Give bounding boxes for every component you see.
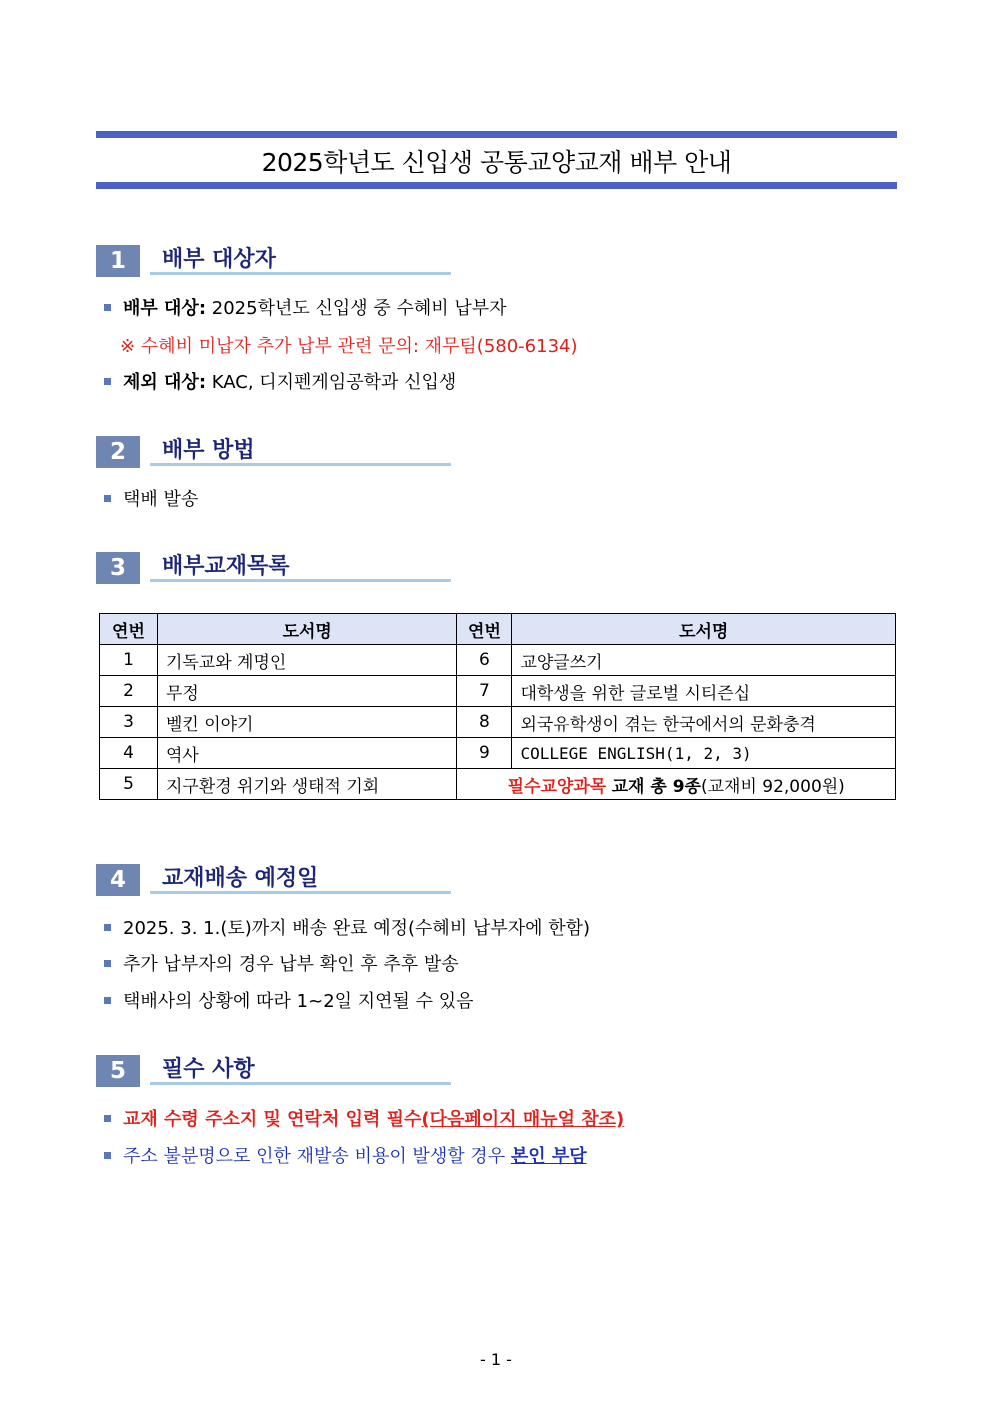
page-number: - 1 - (480, 1350, 512, 1369)
required-input-text: 교재 수령 주소지 및 연락처 입력 필수 (123, 1109, 422, 1130)
header-no: 연번 (457, 614, 512, 645)
section-number: 1 (96, 245, 140, 277)
book-no: 9 (457, 738, 512, 769)
section-number: 4 (96, 864, 140, 896)
header-no: 연번 (100, 614, 158, 645)
book-title: 역사 (157, 738, 457, 769)
table-row (100, 676, 896, 707)
list-item (104, 1108, 624, 1132)
book-title: 대학생을 위한 글로벌 시티즌십 (512, 676, 896, 707)
list-item (104, 953, 459, 977)
book-title: COLLEGE ENGLISH(1, 2, 3) (512, 738, 896, 769)
summary-cell (457, 769, 896, 800)
target-text: 2025학년도 신입생 중 수혜비 납부자 (211, 298, 507, 319)
list-item (104, 1145, 587, 1169)
table-row (100, 707, 896, 738)
self-pay-emphasis: 본인 부담 (510, 1146, 587, 1167)
book-no: 1 (100, 645, 158, 676)
book-title: 교양글쓰기 (512, 645, 896, 676)
bullet-square-icon (104, 924, 111, 931)
book-title: 무정 (157, 676, 457, 707)
bullet-square-icon (104, 1115, 111, 1122)
delivery-item: 추가 납부자의 경우 납부 확인 후 추후 발송 (123, 954, 459, 975)
book-no: 3 (100, 707, 158, 738)
list-item (104, 488, 198, 512)
bullet-square-icon (104, 997, 111, 1004)
section-title: 배부 대상자 (150, 245, 451, 275)
section-title: 배부교재목록 (150, 552, 451, 582)
bullet-square-icon (104, 378, 111, 385)
section-title: 교재배송 예정일 (150, 864, 451, 894)
table-row (100, 769, 896, 800)
header-title: 도서명 (157, 614, 457, 645)
bullet-square-icon (104, 1152, 111, 1159)
book-title: 지구환경 위기와 생태적 기회 (157, 769, 457, 800)
section-title: 필수 사항 (150, 1055, 451, 1085)
bullet-square-icon (104, 495, 111, 502)
title-top-bar (96, 131, 897, 138)
header-title: 도서명 (512, 614, 896, 645)
summary-count: 교재 총 9종 (611, 776, 701, 797)
delivery-item: 택배사의 상황에 따라 1~2일 지연될 수 있음 (123, 991, 474, 1012)
book-title: 기독교와 계명인 (157, 645, 457, 676)
book-no: 4 (100, 738, 158, 769)
book-title: 외국유학생이 겪는 한국에서의 문화충격 (512, 707, 896, 738)
section-number: 5 (96, 1055, 140, 1087)
section-number: 3 (96, 552, 140, 584)
list-item (104, 297, 507, 321)
list-item (104, 371, 456, 395)
book-no: 5 (100, 769, 158, 800)
list-item (104, 990, 474, 1014)
book-list-table (99, 613, 896, 800)
target-label: 배부 대상: (123, 298, 207, 319)
bullet-square-icon (104, 960, 111, 967)
method-text: 택배 발송 (123, 489, 199, 510)
summary-cost: (교재비 92,000원) (700, 776, 845, 797)
title-bottom-bar (96, 182, 897, 189)
page-title: 2025학년도 신입생 공통교양교재 배부 안내 (261, 148, 732, 177)
reshipping-text: 주소 불분명으로 인한 재발송 비용이 발생할 경우 (123, 1146, 511, 1167)
exclude-text: KAC, 디지펜게임공학과 신입생 (211, 372, 457, 393)
book-no: 8 (457, 707, 512, 738)
book-no: 2 (100, 676, 158, 707)
manual-reference: (다음페이지 매뉴얼 참조) (421, 1109, 625, 1130)
section-number: 2 (96, 436, 140, 468)
book-no: 7 (457, 676, 512, 707)
table-header-row (100, 614, 896, 645)
table-row (100, 738, 896, 769)
exclude-label: 제외 대상: (123, 372, 207, 393)
book-title: 벨킨 이야기 (157, 707, 457, 738)
summary-required-label: 필수교양과목 (507, 776, 607, 797)
table-row (100, 645, 896, 676)
book-no: 6 (457, 645, 512, 676)
inquiry-note: ※ 수혜비 미납자 추가 납부 관련 문의: 재무팀(580-6134) (120, 336, 578, 357)
delivery-item: 2025. 3. 1.(토)까지 배송 완료 예정(수혜비 납부자에 한함) (123, 918, 591, 939)
bullet-square-icon (104, 304, 111, 311)
list-item (104, 917, 590, 941)
section-title: 배부 방법 (150, 436, 451, 466)
